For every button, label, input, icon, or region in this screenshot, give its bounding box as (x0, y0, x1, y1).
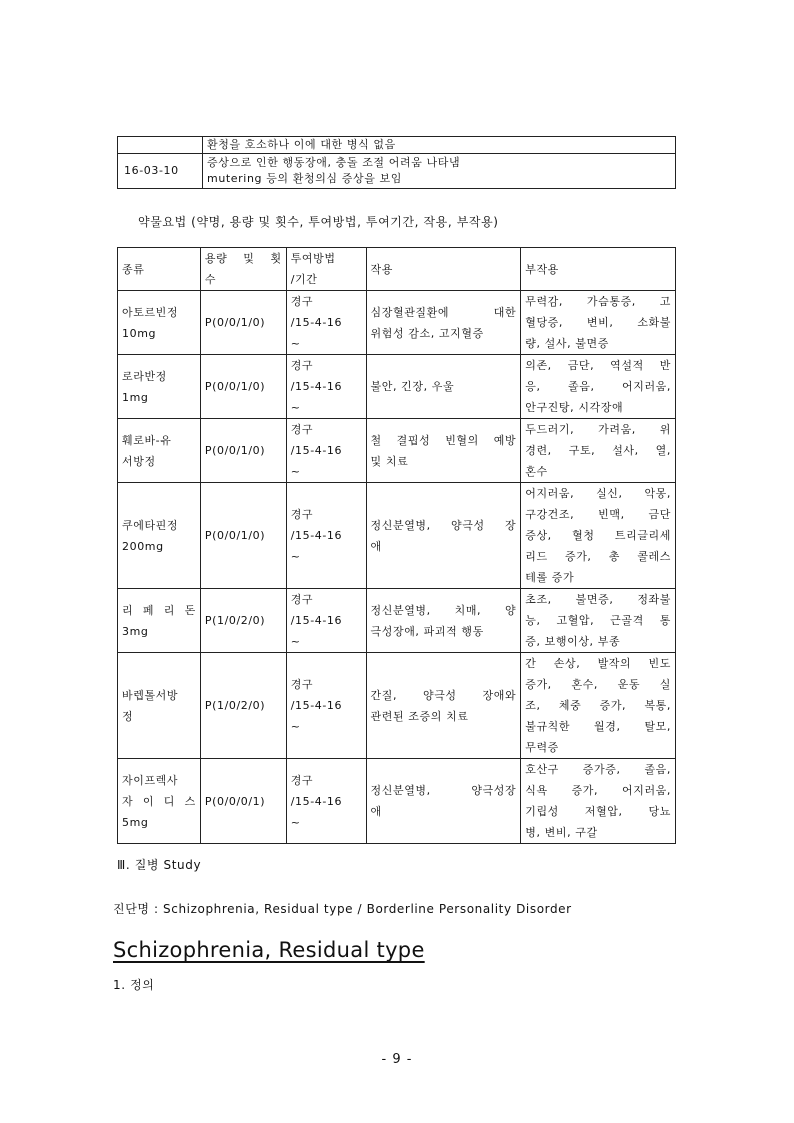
drug-name (118, 419, 201, 483)
drug-effect-line: 철 결핍성 빈혈의 예방 (370, 433, 517, 447)
drug-header-cell (118, 248, 201, 291)
drug-header-line: 투여방법 (290, 252, 336, 265)
drug-effect-line: 정신분열병, 양극성장 (370, 784, 517, 797)
drug-side-effect-line: 기립성 저혈압, 당뇨 (525, 805, 671, 818)
drug-side-effect (521, 589, 676, 653)
drug-route-line: ~ (290, 337, 301, 350)
drug-side-effect-line: 증가, 혼수, 운동 실 (525, 678, 671, 691)
drug-dose-line: P(0/0/1/0) (204, 380, 266, 393)
drug-caption: 약물요법 (약명, 용량 및 횟수, 투여방법, 투여기간, 작용, 부작용) (138, 215, 499, 229)
drug-name-line: 1mg (122, 390, 149, 404)
drug-side-effect-line: 불규칙한 월경, 탈모, (525, 720, 671, 733)
drug-effect-line: 불안, 긴장, 우울 (370, 380, 455, 393)
drug-name-line: 10mg (122, 326, 157, 340)
drug-row (118, 589, 676, 653)
drug-row (118, 419, 676, 483)
drug-route-line: 경구 (290, 423, 314, 436)
drug-effect-line: 극성장애, 파괴적 행동 (370, 624, 484, 638)
drug-header-cell (200, 248, 286, 291)
drug-side-effect (521, 419, 676, 483)
drug-dose-line: P(0/0/0/1) (204, 794, 266, 808)
history-table (117, 136, 676, 189)
drug-side-effect (521, 759, 676, 844)
drug-effect (366, 483, 521, 589)
drug-effect-line: 애 (370, 539, 382, 553)
drug-dose-line: P(0/0/1/0) (204, 444, 266, 457)
drug-route-line: ~ (290, 550, 301, 563)
history-note (203, 154, 676, 189)
drug-route (286, 419, 366, 483)
drug-dose (200, 291, 286, 355)
drug-dose (200, 483, 286, 589)
drug-name-line: 자이프렉사 (122, 773, 179, 787)
drug-dose-line: P(1/0/2/0) (204, 614, 266, 627)
drug-name-line: 3mg (122, 624, 149, 638)
drug-side-effect-line: 호산구 증가증, 졸음, (525, 763, 671, 776)
drug-name (118, 759, 201, 844)
drug-side-effect-line: 증상, 혈청 트리글리세 (525, 529, 671, 542)
drug-side-effect-line: 두드러기, 가려움, 위 (525, 423, 671, 436)
drug-table (117, 247, 676, 844)
page-number: - 9 - (381, 1052, 413, 1067)
diagnosis-line: 진단명 : Schizophrenia, Residual type / Borderline Personality Disorder (113, 902, 572, 916)
drug-name (118, 653, 201, 759)
drug-header-cell (286, 248, 366, 291)
drug-route (286, 355, 366, 419)
drug-name-line: 서방정 (122, 454, 156, 468)
drug-route (286, 291, 366, 355)
drug-route-line: 경구 (290, 359, 314, 372)
drug-side-effect (521, 355, 676, 419)
drug-route-line: 경구 (290, 773, 314, 787)
drug-header-line: 수 (204, 273, 217, 286)
history-row (118, 154, 676, 189)
drug-name-line: 쿠에타핀정 (122, 518, 179, 532)
drug-side-effect-line: 증, 보행이상, 부종 (525, 635, 621, 648)
drug-row (118, 483, 676, 589)
drug-side-effect-line: 혼수 (525, 465, 548, 478)
drug-side-effect-line: 간 손상, 발작의 빈도 (525, 657, 671, 670)
history-date (118, 137, 203, 154)
drug-side-effect-line: 경련, 구토, 설사, 열, (525, 444, 671, 457)
drug-side-effect-line: 초조, 불면증, 정좌불 (525, 593, 671, 606)
drug-effect-line: 위험성 감소, 고지혈증 (370, 326, 484, 340)
drug-name (118, 483, 201, 589)
drug-route-line: 경구 (290, 508, 314, 521)
drug-route-line: ~ (290, 720, 301, 733)
drug-header-line: 종류 (122, 262, 145, 276)
disease-heading: Schizophrenia, Residual type (113, 938, 425, 962)
drug-side-effect-line: 리드 증가, 총 콜레스 (525, 550, 671, 563)
definition-subheading: 1. 정의 (113, 978, 155, 992)
drug-side-effect-line: 무력감, 가슴통증, 고 (525, 295, 671, 308)
history-note-line: 환청을 호소하나 이에 대한 병식 없음 (207, 138, 396, 151)
drug-effect-line: 정신분열병, 양극성 장 (370, 518, 517, 532)
drug-side-effect-line: 어지러움, 실신, 악몽, (525, 487, 671, 500)
drug-dose (200, 355, 286, 419)
drug-name-line: 아토르빈정 (122, 305, 179, 319)
history-note-line: mutering 등의 환청의심 증상을 보임 (207, 172, 402, 185)
drug-name-line: 바렙톨서방 (122, 688, 179, 702)
drug-route-line: ~ (290, 465, 301, 478)
drug-side-effect (521, 653, 676, 759)
drug-header-cell (366, 248, 521, 291)
drug-route-line: ~ (290, 635, 301, 648)
drug-header-line: 용량 및 횟 (204, 252, 282, 265)
drug-side-effect-line: 구강건조, 빈맥, 금단 (525, 508, 671, 521)
drug-dose (200, 419, 286, 483)
drug-name-line: 리 페 리 돈 (122, 603, 196, 617)
drug-name-line: 200mg (122, 539, 164, 553)
drug-side-effect (521, 291, 676, 355)
drug-row (118, 291, 676, 355)
drug-dose (200, 653, 286, 759)
drug-effect (366, 653, 521, 759)
drug-side-effect-line: 응, 졸음, 어지러움, (525, 380, 671, 393)
drug-route-line: /15-4-16 (290, 380, 343, 393)
drug-row (118, 759, 676, 844)
drug-header-line: 작용 (370, 262, 393, 276)
drug-dose (200, 759, 286, 844)
drug-route-line: /15-4-16 (290, 614, 343, 627)
drug-side-effect-line: 능, 고혈압, 근골격 통 (525, 614, 671, 627)
drug-route (286, 483, 366, 589)
drug-effect-line: 관련된 조증의 치료 (370, 709, 469, 723)
drug-name-line: 훼로바-유 (122, 433, 172, 447)
drug-side-effect-line: 안구진탕, 시각장애 (525, 401, 624, 414)
drug-side-effect-line: 무력증 (525, 741, 559, 754)
drug-effect-line: 및 치료 (370, 454, 409, 468)
drug-effect (366, 355, 521, 419)
drug-route (286, 653, 366, 759)
drug-name (118, 589, 201, 653)
drug-route-line: 경구 (290, 295, 314, 308)
drug-dose-line: P(0/0/1/0) (204, 316, 266, 329)
drug-row (118, 355, 676, 419)
history-note-line: 증상으로 인한 행동장애, 충돌 조절 어려움 나타냄 (207, 156, 461, 169)
drug-header-line: 부작용 (525, 262, 559, 276)
drug-effect-line: 심장혈관질환에 대한 (370, 305, 517, 319)
drug-effect (366, 419, 521, 483)
drug-header-line: /기간 (290, 273, 318, 286)
drug-route (286, 759, 366, 844)
drug-route-line: /15-4-16 (290, 794, 343, 808)
drug-effect-line: 정신분열병, 치매, 양 (370, 603, 517, 617)
drug-dose (200, 589, 286, 653)
drug-name (118, 355, 201, 419)
drug-name (118, 291, 201, 355)
drug-header-row (118, 248, 676, 291)
drug-effect-line: 애 (370, 805, 382, 818)
drug-effect-line: 간질, 양극성 장애와 (370, 688, 517, 702)
drug-side-effect-line: 혈당증, 변비, 소화불 (525, 316, 671, 329)
drug-route (286, 589, 366, 653)
drug-route-line: ~ (290, 815, 301, 829)
drug-dose-line: P(0/0/1/0) (204, 529, 266, 542)
drug-effect (366, 759, 521, 844)
drug-side-effect-line: 테롤 증가 (525, 571, 575, 584)
drug-route-line: ~ (290, 401, 301, 414)
history-date: 16-03-10 (118, 154, 203, 189)
drug-route-line: /15-4-16 (290, 444, 343, 457)
drug-effect (366, 291, 521, 355)
drug-side-effect-line: 의존, 금단, 역설적 반 (525, 359, 671, 372)
drug-name-line: 정 (122, 709, 134, 723)
history-note (203, 137, 676, 154)
drug-name-line: 5mg (122, 815, 149, 829)
history-row (118, 137, 676, 154)
drug-side-effect-line: 병, 변비, 구갈 (525, 826, 598, 839)
drug-route-line: /15-4-16 (290, 699, 343, 712)
drug-route-line: /15-4-16 (290, 529, 343, 542)
drug-side-effect-line: 량, 설사, 불면증 (525, 337, 609, 350)
drug-name-line: 자 이 디 스 (122, 794, 196, 808)
drug-side-effect (521, 483, 676, 589)
drug-side-effect-line: 조, 체중 증가, 복통, (525, 699, 671, 712)
drug-name-line: 로라반정 (122, 369, 167, 383)
drug-route-line: /15-4-16 (290, 316, 343, 329)
section-title: Ⅲ. 질병 Study (117, 858, 202, 872)
drug-header-cell (521, 248, 676, 291)
drug-route-line: 경구 (290, 678, 314, 691)
drug-effect (366, 589, 521, 653)
drug-row (118, 653, 676, 759)
drug-route-line: 경구 (290, 593, 314, 606)
drug-dose-line: P(1/0/2/0) (204, 699, 266, 712)
drug-side-effect-line: 식욕 증가, 어지러움, (525, 784, 671, 797)
